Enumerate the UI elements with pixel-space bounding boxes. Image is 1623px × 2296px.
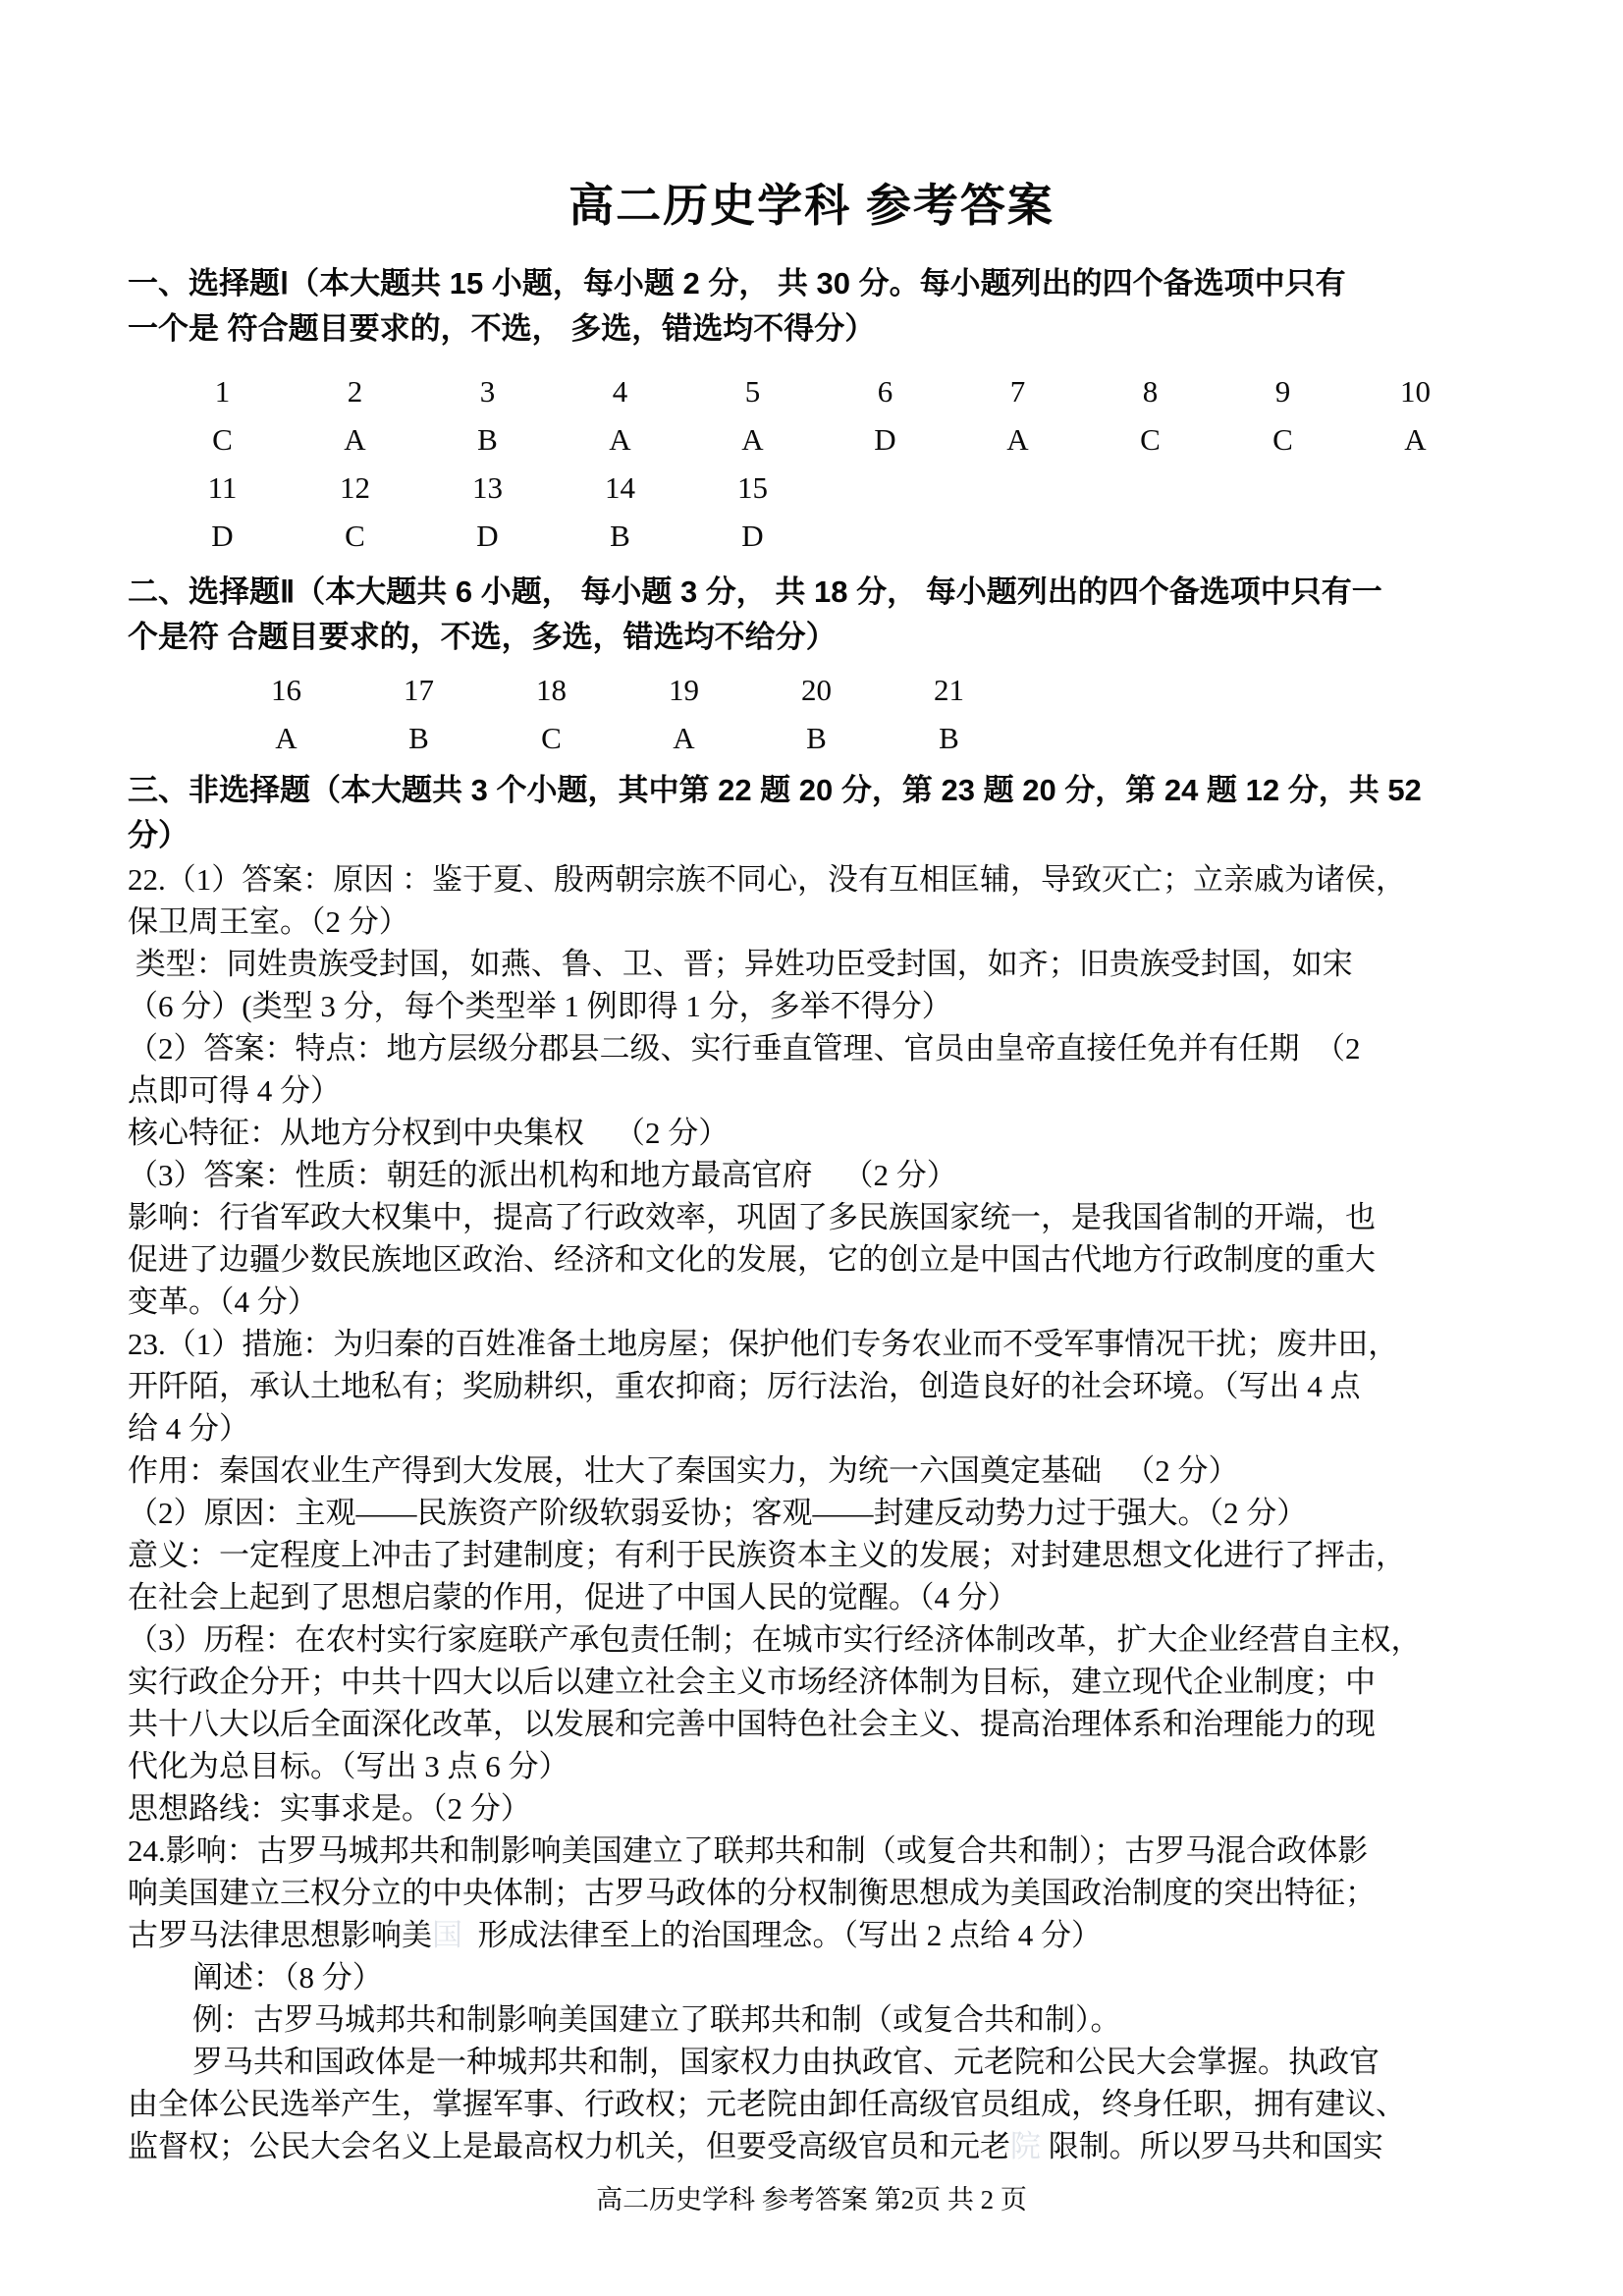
answer-cell: A (673, 721, 695, 755)
answer-grid-row (220, 666, 1623, 714)
answer-cell: A (1006, 422, 1029, 457)
faint-watermark-char: 院 (1010, 2129, 1041, 2163)
answer-cell: 12 (340, 470, 370, 505)
answer-line-text: 作用：秦国农业生产得到大发展，壮大了秦国实力，为统一六国奠定基础 （2 分） (128, 1453, 1239, 1488)
section1-heading-line2: 一个是 符合题目要求的，不选， 多选，错选均不得分） (128, 311, 876, 346)
answer-cell: 6 (877, 374, 893, 409)
faint-watermark-char: 国 (432, 1918, 462, 1952)
answer-line-text: 由全体公民选举产生，掌握军事、行政权；元老院由卸任高级官员组成，终身任职，拥有建议、 (128, 2087, 1406, 2121)
answer-cell: B (477, 422, 498, 457)
answer-cell: 17 (404, 673, 434, 707)
answer-line-text: （3）答案：性质：朝廷的派出机构和地方最高官府 （2 分） (128, 1158, 957, 1192)
answer-line (128, 2083, 1505, 2125)
answer-line (128, 1703, 1505, 1745)
answer-cell: C (1140, 422, 1161, 457)
answer-line (128, 2041, 1505, 2083)
answer-cell: 2 (347, 374, 363, 409)
answer-line-text: （6 分）(类型 3 分，每个类型举 1 例即得 1 分，多举不得分） (128, 989, 952, 1023)
answer-cell: D (211, 519, 234, 553)
answer-cell: 5 (744, 374, 761, 409)
section1-heading (128, 261, 1495, 352)
answer-line (128, 1956, 1505, 1998)
answer-line-text: （2）原因：主观——民族资产阶级软弱妥协；客观——封建反动势力过于强大。（2 分） (128, 1496, 1308, 1530)
answer-line (128, 1112, 1505, 1154)
answer-line-text: 代化为总目标。（写出 3 点 6 分） (128, 1749, 569, 1783)
answer-line-text: 核心特征：从地方分权到中央集权 （2 分） (128, 1116, 730, 1150)
answer-line-text: 监督权；公民大会名义上是最高权力机关，但要受高级官员和元老 (128, 2129, 1010, 2163)
answer-line (128, 858, 1505, 901)
answer-line-text: 古罗马法律思想影响美 (128, 1918, 432, 1952)
answer-line (128, 1618, 1505, 1661)
answer-line (128, 1914, 1505, 1956)
answer-line-text: 24.影响：古罗马城邦共和制影响美国建立了联邦共和制（或复合共和制）；古罗马混合政体影 (128, 1833, 1369, 1868)
answer-line (128, 1323, 1505, 1365)
answer-line (128, 1238, 1505, 1281)
answer-line-text: 罗马共和国政体是一种城邦共和制，国家权力由执政官、元老院和公民大会掌握。执政官 (192, 2045, 1380, 2079)
answer-line (128, 1576, 1505, 1618)
answer-line-text: 实行政企分开；中共十四大以后以建立社会主义市场经济体制为目标，建立现代企业制度；中 (128, 1665, 1376, 1699)
answer-line (128, 2125, 1505, 2167)
answer-cell: B (939, 721, 959, 755)
answer-cell: 7 (1009, 374, 1026, 409)
answer-line-text: 思想路线：实事求是。（2 分） (128, 1791, 531, 1826)
answer-line-text: 在社会上起到了思想启蒙的作用，促进了中国人民的觉醒。（4 分） (128, 1580, 1018, 1614)
answer-line-text: 例：古罗马城邦共和制影响美国建立了联邦共和制（或复合共和制）。 (192, 2002, 1121, 2037)
answer-line-text: 22.（1）答案：原因 ：鉴于夏、殷两朝宗族不同心，没有互相匡辅，导致灭亡；立亲戚为诸侯， (128, 862, 1406, 897)
answer-line (128, 1745, 1505, 1787)
answer-grid-row (156, 512, 1623, 560)
answer-line-text: 影响：行省军政大权集中，提高了行政效率，巩固了多民族国家统一，是我国省制的开端，也 (128, 1200, 1376, 1234)
answer-cell: A (609, 422, 631, 457)
answer-cell: B (806, 721, 827, 755)
answer-cell: 9 (1274, 374, 1291, 409)
answer-cell: C (345, 519, 365, 553)
answer-line-text: 变革。（4 分） (128, 1285, 318, 1319)
answer-line-text: （3）历程：在农村实行家庭联产承包责任制；在城市实行经济体制改革，扩大企业经营自主权， (128, 1622, 1422, 1657)
answer-cell: 13 (472, 470, 503, 505)
answer-line (128, 1407, 1505, 1449)
answer-line-text: 形成法律至上的治国理念。（写出 2 点给 4 分） (462, 1918, 1102, 1952)
answer-line (128, 1872, 1505, 1914)
section3-heading (128, 768, 1495, 858)
page-footer: 高二历史学科 参考答案 第2页 共 2 页 (596, 2185, 1027, 2214)
answer-line (128, 1027, 1505, 1069)
answer-line (128, 943, 1505, 985)
answer-cell: 1 (214, 374, 231, 409)
section2-answer-grid (220, 666, 1623, 762)
answer-cell: C (212, 422, 233, 457)
answer-line (128, 1661, 1505, 1703)
answer-line (128, 1281, 1505, 1323)
page-title: 高二历史学科 参考答案 (568, 180, 1055, 231)
answer-cell: 15 (737, 470, 768, 505)
section1-answer-grid (156, 367, 1623, 560)
section2-heading-line2: 个是符 合题目要求的，不选，多选，错选均不给分） (128, 620, 837, 654)
answer-line-text: 23.（1）措施：为归秦的百姓准备土地房屋；保护他们专务农业而不受军事情况干扰；废井田， (128, 1327, 1399, 1361)
answer-cell: C (1272, 422, 1293, 457)
answer-line-text: （2）答案：特点：地方层级分郡县二级、实行垂直管理、官员由皇帝直接任免并有任期 （2 (128, 1031, 1361, 1066)
answer-line (128, 1830, 1505, 1872)
answer-cell: 8 (1142, 374, 1159, 409)
answer-line (128, 1196, 1505, 1238)
answer-line-text: 阐述：（8 分） (192, 1960, 383, 1995)
answer-cell: A (275, 721, 298, 755)
answer-line (128, 1998, 1505, 2041)
answer-line-text: 共十八大以后全面深化改革，以发展和完善中国特色社会主义、提高治理体系和治理能力的现 (128, 1707, 1376, 1741)
answer-line (128, 1449, 1505, 1492)
answer-cell: D (476, 519, 499, 553)
section3-heading-line1: 三、非选择题（本大题共 3 个小题，其中第 22 题 20 分，第 23 题 20 分，第 24 题 12 分，共 52 (128, 773, 1422, 807)
answer-cell: A (1404, 422, 1427, 457)
answer-cell: B (610, 519, 630, 553)
answer-cell: 10 (1400, 374, 1431, 409)
answer-line-text: 开阡陌，承认土地私有；奖励耕织，重农抑商；厉行法治，创造良好的社会环境。（写出 4 点 (128, 1369, 1361, 1403)
answer-cell: D (741, 519, 764, 553)
answer-line-text: 响美国建立三权分立的中央体制；古罗马政体的分权制衡思想成为美国政治制度的突出特征； (128, 1876, 1376, 1910)
answer-cell: 16 (271, 673, 301, 707)
answer-line-text: 意义：一定程度上冲击了封建制度；有利于民族资本主义的发展；对封建思想文化进行了抨击， (128, 1538, 1406, 1572)
answer-line (128, 1787, 1505, 1830)
answer-line (128, 1069, 1505, 1112)
answer-line (128, 901, 1505, 943)
answer-line-text: 类型：同姓贵族受封国，如燕、鲁、卫、晋；异姓功臣受封国，如齐；旧贵族受封国，如宋 (128, 947, 1353, 981)
answer-cell: D (874, 422, 896, 457)
answer-grid-row (156, 415, 1623, 464)
section1-heading-line1: 一、选择题Ⅰ（本大题共 15 小题，每小题 2 分， 共 30 分。每小题列出的四个备选项中只有 (128, 266, 1346, 301)
answer-line (128, 1154, 1505, 1196)
answer-line (128, 1492, 1505, 1534)
answer-line (128, 985, 1505, 1027)
answer-cell: 19 (669, 673, 699, 707)
answer-cell: 21 (934, 673, 964, 707)
answer-cell: B (408, 721, 429, 755)
section2-heading (128, 570, 1495, 660)
answer-cell: A (741, 422, 764, 457)
answer-cell: 11 (207, 470, 238, 505)
answer-line-text: 限制。所以罗马共和国实 (1041, 2129, 1383, 2163)
answer-cell: 3 (479, 374, 496, 409)
answer-cell: A (344, 422, 366, 457)
answer-line-text: 保卫周王室。（2 分） (128, 904, 409, 939)
answer-grid-row (156, 367, 1623, 415)
section2-heading-line1: 二、选择题Ⅱ（本大题共 6 小题， 每小题 3 分， 共 18 分， 每小题列出的四个备选项中只有一 (128, 574, 1382, 609)
answer-body (128, 858, 1505, 2167)
answer-line-text: 点即可得 4 分） (128, 1073, 341, 1108)
answer-line-text: 给 4 分） (128, 1411, 249, 1446)
answer-line-text: 促进了边疆少数民族地区政治、经济和文化的发展，它的创立是中国古代地方行政制度的重大 (128, 1242, 1376, 1277)
answer-grid-row (156, 464, 1623, 512)
answer-cell: C (541, 721, 562, 755)
answer-line (128, 1534, 1505, 1576)
answer-cell: 4 (612, 374, 628, 409)
section3-heading-line2: 分） (128, 818, 189, 852)
answer-cell: 18 (536, 673, 567, 707)
answer-grid-row (220, 714, 1623, 762)
answer-line (128, 1365, 1505, 1407)
answer-cell: 20 (801, 673, 832, 707)
answer-cell: 14 (605, 470, 635, 505)
